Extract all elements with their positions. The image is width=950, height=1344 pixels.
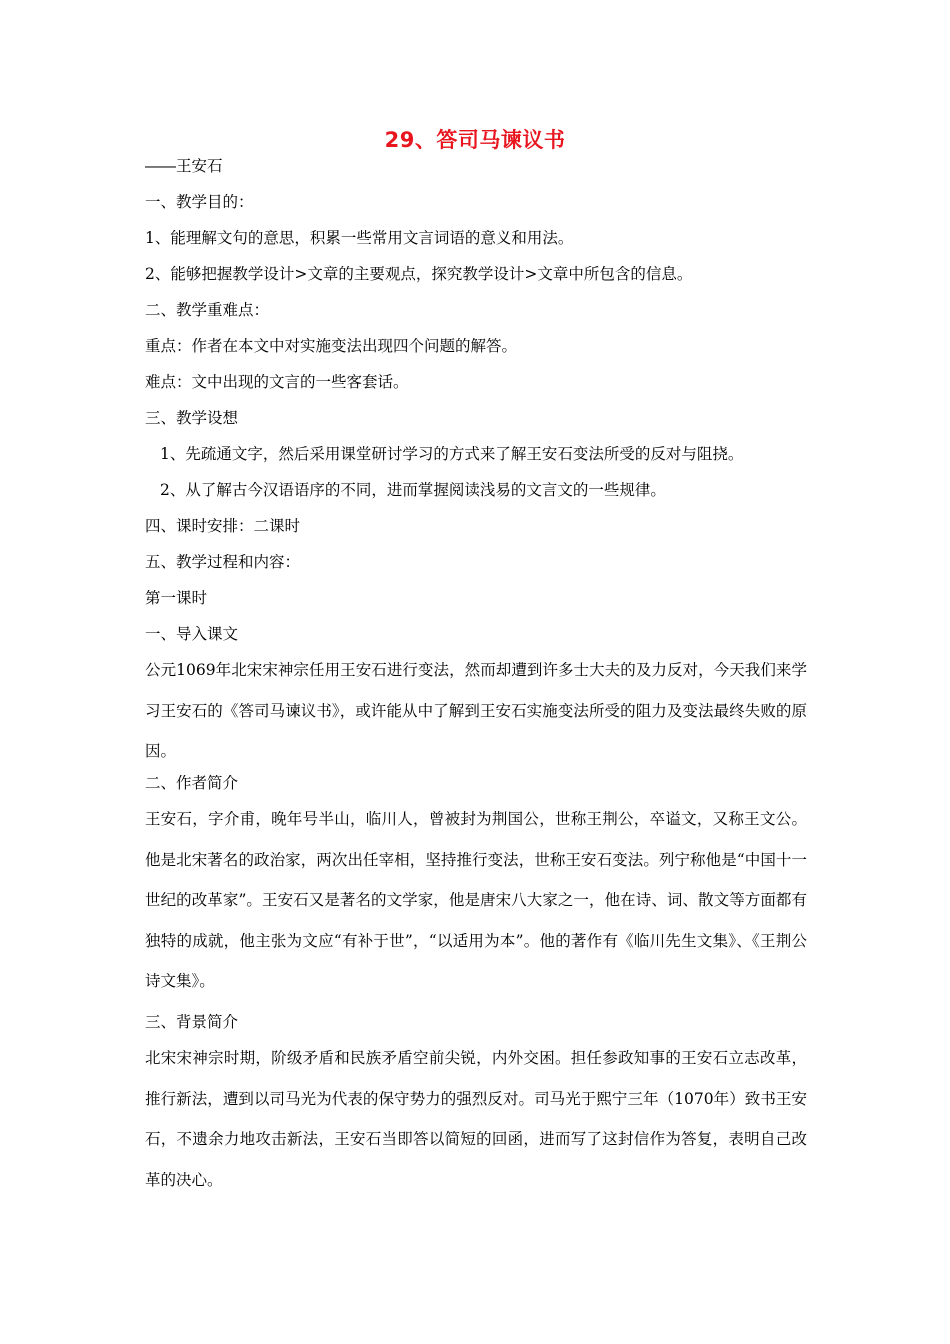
section-heading-process: 五、教学过程和内容： [145, 553, 301, 571]
section-heading-key-points: 二、教学重难点： [145, 301, 270, 319]
objective-item-1: 1、能理解文句的意思，积累一些常用文言词语的意义和用法。 [145, 229, 574, 247]
author-line: ――王安石 [145, 157, 223, 175]
intro-paragraph: 公元1069年北宋宋神宗任用王安石进行变法，然而却遭到许多士大夫的及力反对，今天我们来学习王安石的《答司马谏议书》，或许能从中了解到王安石实施变法所受的阻力及变法最终失败的原因。 [145, 661, 807, 760]
background-paragraph: 北宋宋神宗时期，阶级矛盾和民族矛盾空前尖锐，内外交困。担任参政知事的王安石立志改革，推行新法，遭到以司马光为代表的保守势力的强烈反对。司马光于熙宁三年（1070年）致书王安石，不遗余力地攻击新法，王安石当即答以简短的回函，进而写了这封信作为答复，表明自己改革的决心。 [145, 1049, 807, 1189]
design-item-1: 1、先疏通文字，然后采用课堂研讨学习的方式来了解王安石变法所受的反对与阻挠。 [160, 445, 744, 463]
author-intro-heading: 二、作者简介 [145, 774, 239, 792]
objective-item-2: 2、能够把握教学设计>文章的主要观点，探究教学设计>文章中所包含的信息。 [145, 265, 693, 283]
intro-heading: 一、导入课文 [145, 625, 239, 643]
background-heading: 三、背景简介 [145, 1013, 239, 1031]
difficult-point-line: 难点：文中出现的文言的一些客套话。 [145, 373, 409, 391]
section-heading-design: 三、教学设想 [145, 409, 239, 427]
author-paragraph: 王安石，字介甫，晚年号半山，临川人，曾被封为荆国公，世称王荆公，卒谥文，又称王文公。他是北宋著名的政治家，两次出任宰相，坚持推行变法，世称王安石变法。列宁称他是“中国十一世纪的改革家”。王安石又是著名的文学家，他是唐宋八大家之一，他在诗、词、散文等方面都有独特的成就，他主张为文应“有补于世”，“以适用为本”。他的著作有《临川先生文集》、《王荆公诗文集》。 [145, 810, 807, 990]
design-item-2: 2、从了解古今汉语语序的不同，进而掌握阅读浅易的文言文的一些规律。 [160, 481, 666, 499]
section-heading-schedule: 四、课时安排：二课时 [145, 517, 301, 535]
document-title: 29、答司马谏议书 [384, 128, 566, 152]
section-heading-objectives: 一、教学目的： [145, 193, 254, 211]
key-point-line: 重点：作者在本文中对实施变法出现四个问题的解答。 [145, 337, 518, 355]
first-period-heading: 第一课时 [145, 589, 208, 607]
